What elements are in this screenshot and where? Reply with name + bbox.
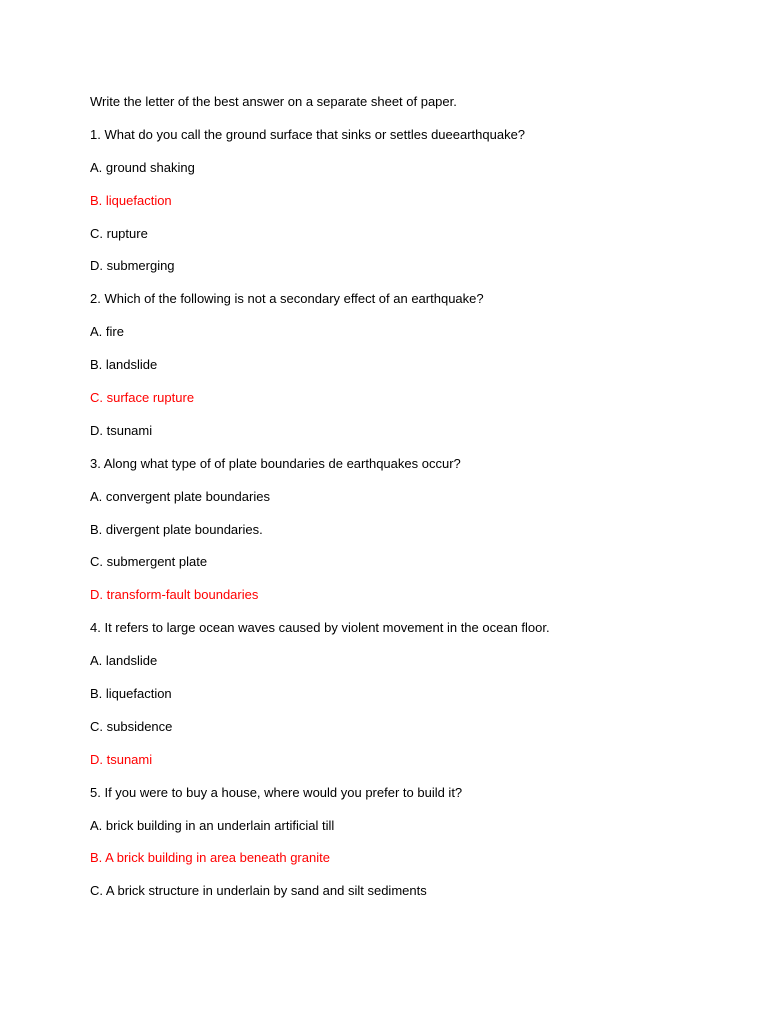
question-3-choice-c: C. submergent plate bbox=[90, 554, 208, 570]
question-5-choice-b: B. A brick building in area beneath granite bbox=[90, 850, 330, 866]
question-1-choice-b: B. liquefaction bbox=[90, 192, 172, 208]
question-1-text: 1. What do you call the ground surface that sinks or settles dueearthquake? bbox=[90, 126, 526, 142]
question-1-choice-a: A. ground shaking bbox=[90, 159, 195, 175]
instruction-text: Write the letter of the best answer on a separate sheet of paper. bbox=[90, 94, 457, 109]
question-1-choice-d: D. submerging bbox=[90, 258, 175, 274]
question-3-choice-b: B. divergent plate boundaries. bbox=[90, 521, 263, 537]
question-1-choice-c: C. rupture bbox=[90, 225, 148, 241]
question-2-choice-d: D. tsunami bbox=[90, 422, 153, 438]
question-2-text: 2. Which of the following is not a secondary effect of an earthquake? bbox=[90, 291, 484, 307]
question-5-choice-c: C. A brick structure in underlain by sand and silt sediments bbox=[90, 883, 427, 899]
question-5-choice-a: A. brick building in an underlain artificial till bbox=[90, 817, 335, 833]
question-4-choice-b: B. liquefaction bbox=[90, 686, 172, 702]
quiz-content bbox=[90, 94, 730, 916]
question-4-text: 4. It refers to large ocean waves caused by violent movement in the ocean floor. bbox=[90, 620, 550, 636]
question-4-choice-d: D. tsunami bbox=[90, 751, 153, 767]
question-2-choice-c: C. surface rupture bbox=[90, 390, 195, 406]
question-3-choice-d: D. transform-fault boundaries bbox=[90, 587, 259, 603]
question-2-choice-a: A. fire bbox=[90, 324, 124, 340]
question-3-text: 3. Along what type of of plate boundaries de earthquakes occur? bbox=[90, 455, 461, 471]
question-4-choice-a: A. landslide bbox=[90, 653, 158, 669]
question-4-choice-c: C. subsidence bbox=[90, 718, 173, 734]
question-3-choice-a: A. convergent plate boundaries bbox=[90, 488, 270, 504]
question-5-text: 5. If you were to buy a house, where would you prefer to build it? bbox=[90, 784, 463, 800]
question-2-choice-b: B. landslide bbox=[90, 357, 158, 373]
